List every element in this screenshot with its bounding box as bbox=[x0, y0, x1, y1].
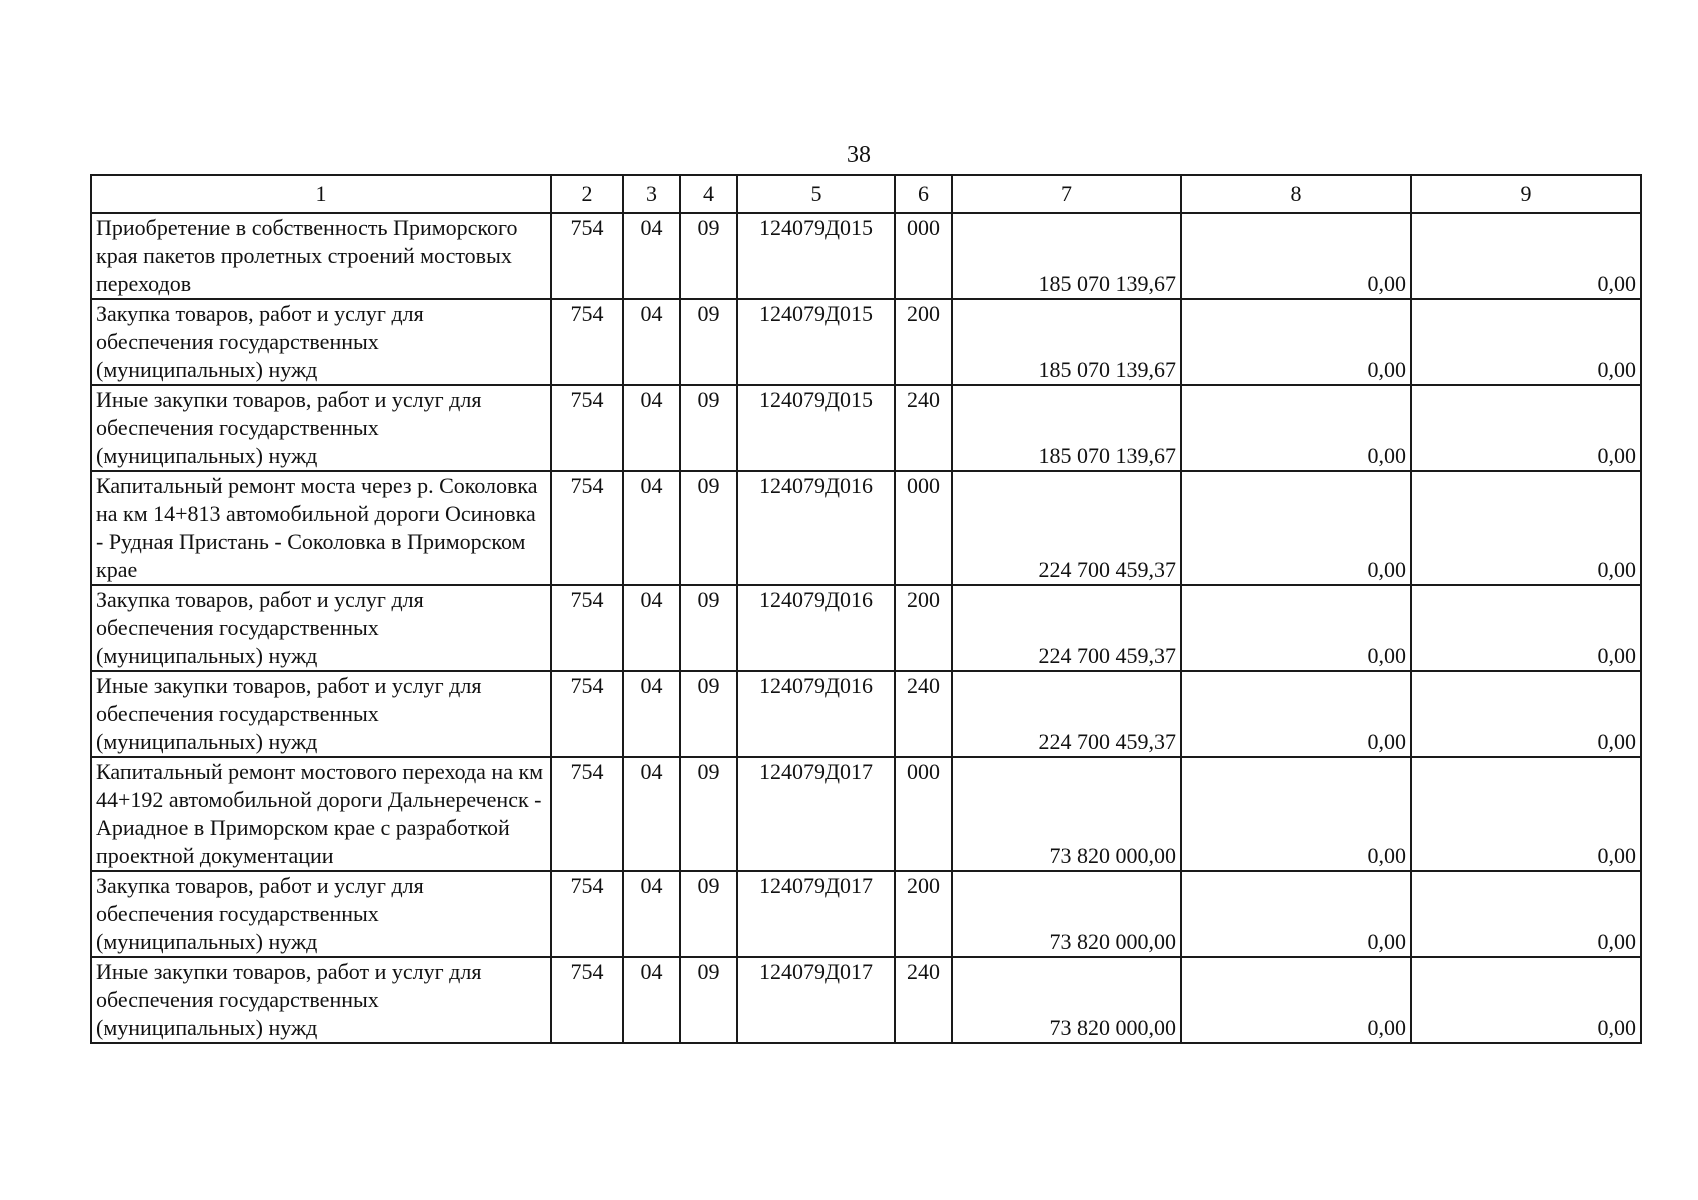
amount-col7: 73 820 000,00 bbox=[952, 757, 1181, 871]
column-header: 9 bbox=[1411, 175, 1641, 213]
amount-col8: 0,00 bbox=[1181, 213, 1411, 299]
ministry-code: 754 bbox=[551, 385, 623, 471]
amount-col8: 0,00 bbox=[1181, 385, 1411, 471]
ministry-code: 754 bbox=[551, 299, 623, 385]
item-name: Приобретение в собственность Приморского края пакетов пролетных строений мостовых переходов bbox=[91, 213, 551, 299]
amount-col7: 73 820 000,00 bbox=[952, 871, 1181, 957]
target-article-code: 124079Д015 bbox=[737, 299, 895, 385]
ministry-code: 754 bbox=[551, 671, 623, 757]
expense-type-code: 000 bbox=[895, 213, 952, 299]
ministry-code: 754 bbox=[551, 871, 623, 957]
subsection-code: 09 bbox=[680, 757, 737, 871]
item-name: Иные закупки товаров, работ и услуг для обеспечения государственных (муниципальных) нужд bbox=[91, 671, 551, 757]
subsection-code: 09 bbox=[680, 585, 737, 671]
expense-type-code: 240 bbox=[895, 671, 952, 757]
expense-type-code: 200 bbox=[895, 585, 952, 671]
amount-col9: 0,00 bbox=[1411, 671, 1641, 757]
section-code: 04 bbox=[623, 299, 680, 385]
expense-type-code: 240 bbox=[895, 957, 952, 1043]
section-code: 04 bbox=[623, 757, 680, 871]
column-header: 1 bbox=[91, 175, 551, 213]
table-header bbox=[91, 175, 1641, 213]
amount-col9: 0,00 bbox=[1411, 299, 1641, 385]
ministry-code: 754 bbox=[551, 757, 623, 871]
amount-col7: 185 070 139,67 bbox=[952, 385, 1181, 471]
table-row bbox=[91, 385, 1641, 471]
section-code: 04 bbox=[623, 957, 680, 1043]
section-code: 04 bbox=[623, 213, 680, 299]
ministry-code: 754 bbox=[551, 213, 623, 299]
header-row bbox=[91, 175, 1641, 213]
expense-type-code: 240 bbox=[895, 385, 952, 471]
column-header: 2 bbox=[551, 175, 623, 213]
amount-col8: 0,00 bbox=[1181, 471, 1411, 585]
table-row bbox=[91, 957, 1641, 1043]
amount-col9: 0,00 bbox=[1411, 213, 1641, 299]
amount-col9: 0,00 bbox=[1411, 871, 1641, 957]
subsection-code: 09 bbox=[680, 385, 737, 471]
expense-type-code: 200 bbox=[895, 871, 952, 957]
amount-col9: 0,00 bbox=[1411, 585, 1641, 671]
amount-col9: 0,00 bbox=[1411, 757, 1641, 871]
section-code: 04 bbox=[623, 471, 680, 585]
expense-type-code: 000 bbox=[895, 757, 952, 871]
subsection-code: 09 bbox=[680, 671, 737, 757]
item-name: Закупка товаров, работ и услуг для обеспечения государственных (муниципальных) нужд bbox=[91, 871, 551, 957]
amount-col8: 0,00 bbox=[1181, 957, 1411, 1043]
item-name: Капитальный ремонт моста через р. Соколовка на км 14+813 автомобильной дороги Осиновка - Рудная Пристань - Соколовка в Приморском крае bbox=[91, 471, 551, 585]
table-row bbox=[91, 585, 1641, 671]
expense-type-code: 200 bbox=[895, 299, 952, 385]
amount-col7: 224 700 459,37 bbox=[952, 471, 1181, 585]
amount-col7: 73 820 000,00 bbox=[952, 957, 1181, 1043]
subsection-code: 09 bbox=[680, 213, 737, 299]
section-code: 04 bbox=[623, 385, 680, 471]
amount-col7: 185 070 139,67 bbox=[952, 213, 1181, 299]
target-article-code: 124079Д016 bbox=[737, 671, 895, 757]
amount-col9: 0,00 bbox=[1411, 957, 1641, 1043]
table-body bbox=[91, 213, 1641, 1043]
amount-col9: 0,00 bbox=[1411, 385, 1641, 471]
table-row bbox=[91, 757, 1641, 871]
table-row bbox=[91, 871, 1641, 957]
column-header: 7 bbox=[952, 175, 1181, 213]
budget-table bbox=[90, 174, 1642, 1044]
target-article-code: 124079Д017 bbox=[737, 957, 895, 1043]
target-article-code: 124079Д015 bbox=[737, 213, 895, 299]
amount-col7: 185 070 139,67 bbox=[952, 299, 1181, 385]
column-header: 4 bbox=[680, 175, 737, 213]
amount-col8: 0,00 bbox=[1181, 585, 1411, 671]
table-row bbox=[91, 213, 1641, 299]
table-row bbox=[91, 671, 1641, 757]
item-name: Закупка товаров, работ и услуг для обеспечения государственных (муниципальных) нужд bbox=[91, 585, 551, 671]
item-name: Закупка товаров, работ и услуг для обеспечения государственных (муниципальных) нужд bbox=[91, 299, 551, 385]
amount-col8: 0,00 bbox=[1181, 871, 1411, 957]
target-article-code: 124079Д017 bbox=[737, 757, 895, 871]
target-article-code: 124079Д016 bbox=[737, 585, 895, 671]
column-header: 8 bbox=[1181, 175, 1411, 213]
page-number: 38 bbox=[847, 142, 871, 168]
column-header: 3 bbox=[623, 175, 680, 213]
subsection-code: 09 bbox=[680, 871, 737, 957]
expense-type-code: 000 bbox=[895, 471, 952, 585]
section-code: 04 bbox=[623, 585, 680, 671]
section-code: 04 bbox=[623, 871, 680, 957]
subsection-code: 09 bbox=[680, 957, 737, 1043]
item-name: Иные закупки товаров, работ и услуг для обеспечения государственных (муниципальных) нужд bbox=[91, 957, 551, 1043]
table-row bbox=[91, 471, 1641, 585]
amount-col8: 0,00 bbox=[1181, 671, 1411, 757]
amount-col7: 224 700 459,37 bbox=[952, 585, 1181, 671]
ministry-code: 754 bbox=[551, 471, 623, 585]
amount-col7: 224 700 459,37 bbox=[952, 671, 1181, 757]
subsection-code: 09 bbox=[680, 299, 737, 385]
column-header: 5 bbox=[737, 175, 895, 213]
section-code: 04 bbox=[623, 671, 680, 757]
column-header: 6 bbox=[895, 175, 952, 213]
target-article-code: 124079Д017 bbox=[737, 871, 895, 957]
target-article-code: 124079Д015 bbox=[737, 385, 895, 471]
amount-col8: 0,00 bbox=[1181, 299, 1411, 385]
item-name: Капитальный ремонт мостового перехода на км 44+192 автомобильной дороги Дальнереченск - Ариадное в Приморском крае с разработкой проектной документации bbox=[91, 757, 551, 871]
table-row bbox=[91, 299, 1641, 385]
amount-col9: 0,00 bbox=[1411, 471, 1641, 585]
target-article-code: 124079Д016 bbox=[737, 471, 895, 585]
amount-col8: 0,00 bbox=[1181, 757, 1411, 871]
ministry-code: 754 bbox=[551, 957, 623, 1043]
item-name: Иные закупки товаров, работ и услуг для обеспечения государственных (муниципальных) нужд bbox=[91, 385, 551, 471]
ministry-code: 754 bbox=[551, 585, 623, 671]
subsection-code: 09 bbox=[680, 471, 737, 585]
